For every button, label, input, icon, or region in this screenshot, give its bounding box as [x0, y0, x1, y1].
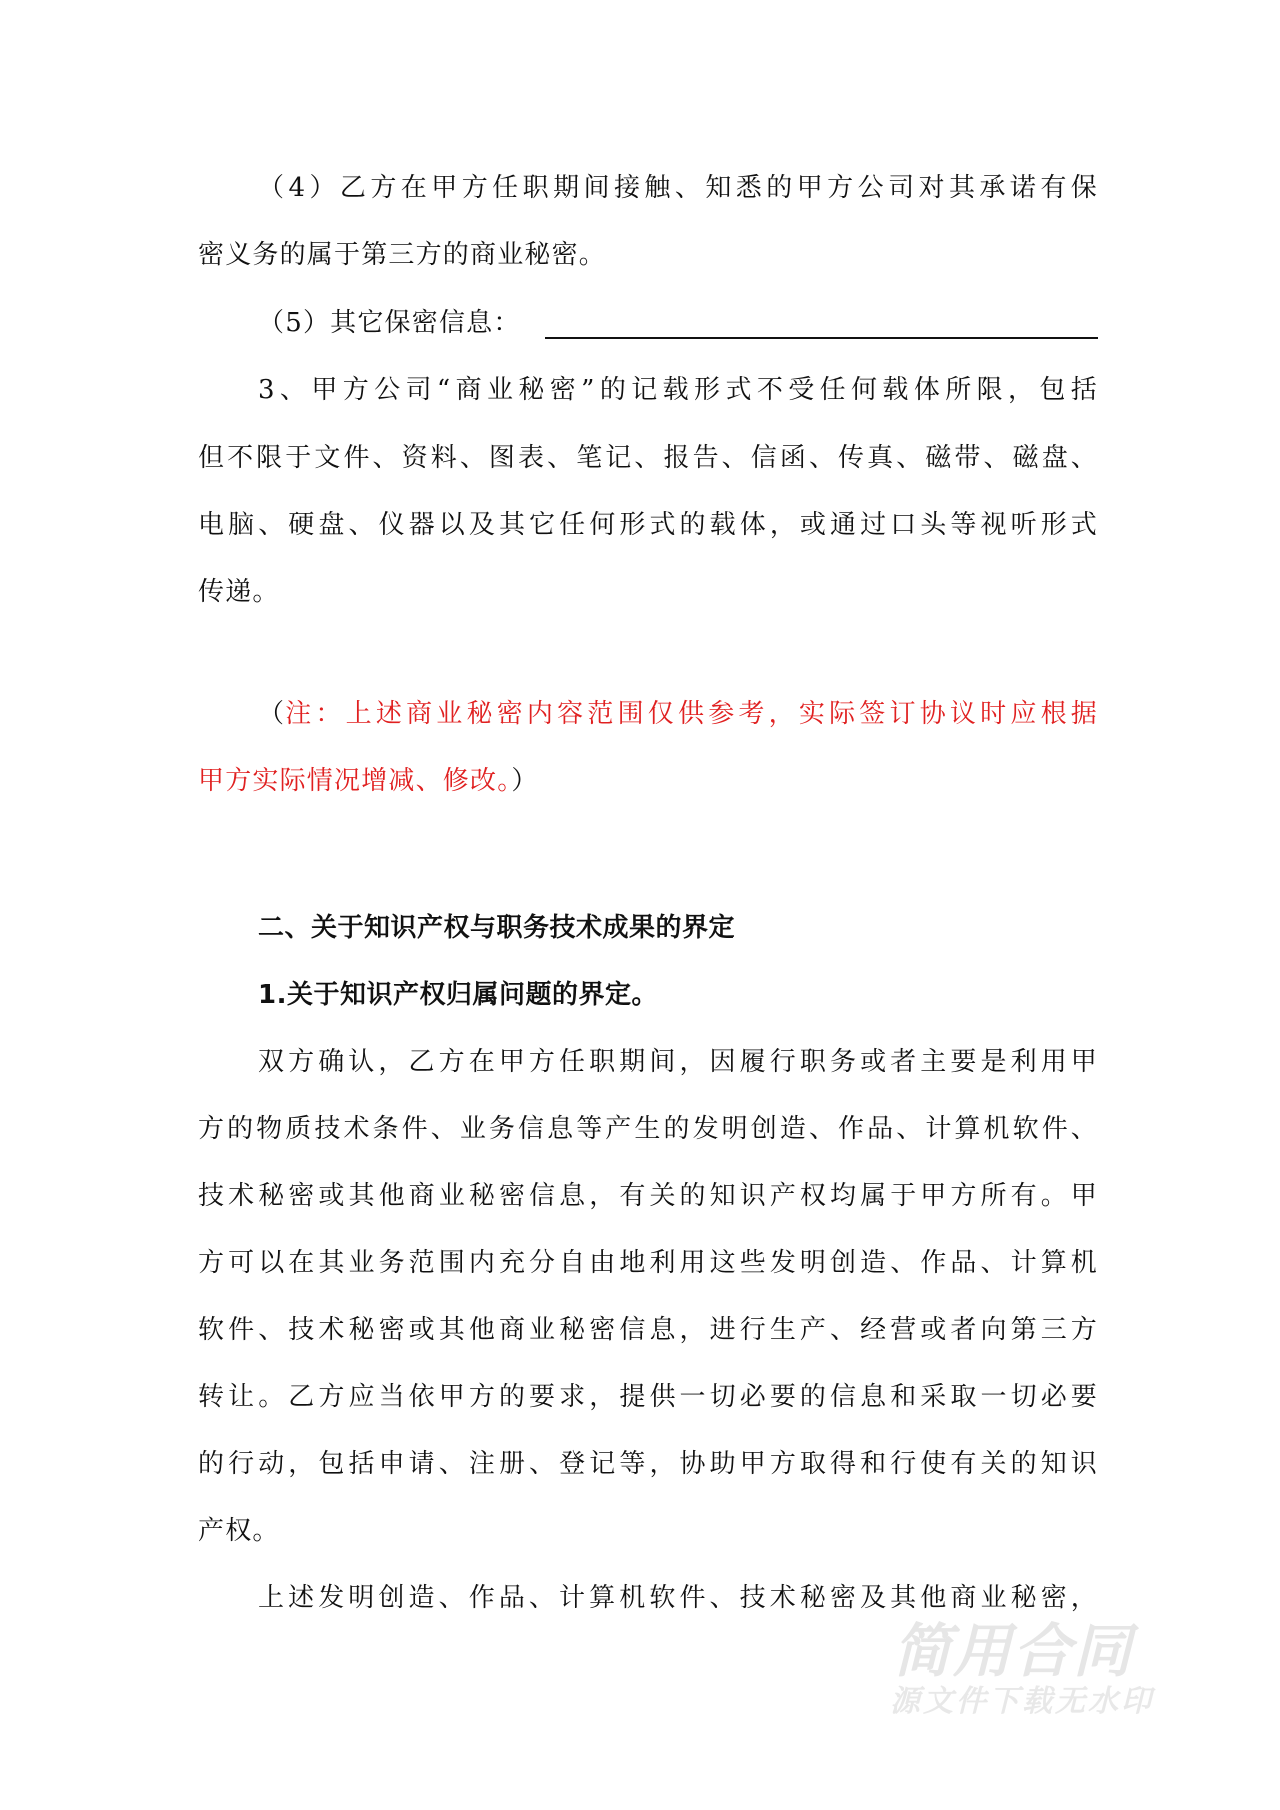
item4-line2: 密义务的属于第三方的商业秘密。 — [198, 240, 607, 270]
item5-label: （5）其它保密信息： — [258, 308, 521, 338]
para1-line: 软件、技术秘密或其他商业秘密信息，进行生产、经营或者向第三方 — [198, 1315, 1098, 1345]
clause3-line1: 3、甲方公司“商业秘密”的记载形式不受任何载体所限，包括 — [258, 375, 1098, 405]
para1-line: 的行动，包括申请、注册、登记等，协助甲方取得和行使有关的知识 — [198, 1449, 1098, 1479]
para1-line: 方的物质技术条件、业务信息等产生的发明创造、作品、计算机软件、 — [198, 1114, 1098, 1144]
para1-line: 转让。乙方应当依甲方的要求，提供一切必要的信息和采取一切必要 — [198, 1382, 1098, 1412]
para1-line: 产权。 — [198, 1516, 280, 1546]
note-close-paren: ） — [511, 766, 539, 796]
note-line2: 甲方实际情况增减、修改。 — [198, 766, 512, 796]
note-line1: 注：上述商业秘密内容范围仅供参考，实际签订协议时应根据 — [285, 699, 1098, 729]
clause3-line4: 传递。 — [198, 577, 280, 607]
note-line1-wrap — [258, 697, 1098, 731]
note-line2-wrap — [198, 764, 1098, 798]
para1-line: 技术秘密或其他商业秘密信息，有关的知识产权均属于甲方所有。甲 — [198, 1181, 1098, 1211]
item5-blank-field[interactable] — [545, 337, 1098, 339]
watermark-brand: 简用合同 — [893, 1617, 1134, 1685]
para1-line: 方可以在其业务范围内充分自由地利用这些发明创造、作品、计算机 — [198, 1248, 1098, 1278]
section2-subheading: 1.关于知识产权归属问题的界定。 — [258, 980, 658, 1010]
clause3-line3: 电脑、硬盘、仪器以及其它任何形式的载体，或通过口头等视听形式 — [198, 510, 1098, 540]
section2-heading: 二、关于知识产权与职务技术成果的界定 — [258, 913, 736, 943]
para1-line: 双方确认，乙方在甲方任职期间，因履行职务或者主要是利用甲 — [258, 1047, 1098, 1077]
watermark-tagline: 源文件下载无水印 — [890, 1684, 1154, 1719]
clause3-line2: 但不限于文件、资料、图表、笔记、报告、信函、传真、磁带、磁盘、 — [198, 443, 1098, 473]
note-open-paren: （ — [258, 699, 286, 729]
item4-line1: （4）乙方在甲方任职期间接触、知悉的甲方公司对其承诺有保 — [258, 173, 1098, 203]
para2-line1: 上述发明创造、作品、计算机软件、技术秘密及其他商业秘密， — [258, 1583, 1098, 1613]
